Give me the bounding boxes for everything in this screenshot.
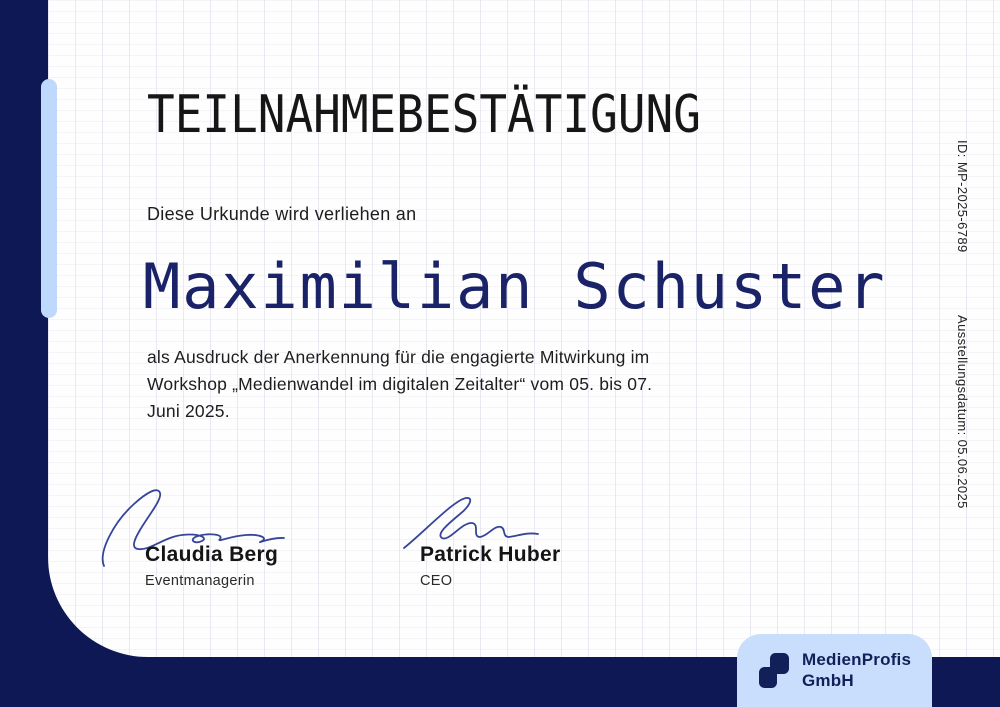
issuer-name-line2: GmbH xyxy=(802,670,854,690)
issuer-badge xyxy=(737,634,932,707)
issuer-name xyxy=(802,650,911,691)
body-line: Workshop „Medienwandel im digitalen Zeitalter“ vom 05. bis 07. xyxy=(147,374,653,394)
signatory-role: CEO xyxy=(420,573,453,589)
intro-line: Diese Urkunde wird verliehen an xyxy=(147,204,417,224)
issue-date: Ausstellungsdatum: 05.06.2025 xyxy=(955,315,970,509)
body-line: Juni 2025. xyxy=(147,401,230,421)
recipient-name: Maximilian Schuster xyxy=(143,250,887,323)
signatory-name: Claudia Berg xyxy=(145,543,279,566)
issuer-name-line1: MedienProfis xyxy=(802,650,912,670)
medienprofis-logo-icon xyxy=(759,653,789,688)
accent-bar xyxy=(41,79,57,318)
body-paragraph xyxy=(147,344,747,425)
signatory-claudia-berg xyxy=(145,543,278,589)
body-line: als Ausdruck der Anerkennung für die engagierte Mitwirkung im xyxy=(147,347,650,367)
certificate-id: ID: MP-2025-6789 xyxy=(955,140,970,253)
certificate-title: TEILNAHMEBESTÄTIGUNG xyxy=(147,84,701,145)
signatory-name: Patrick Huber xyxy=(420,543,561,566)
signatory-role: Eventmanagerin xyxy=(145,573,255,589)
signatory-patrick-huber xyxy=(420,543,560,589)
